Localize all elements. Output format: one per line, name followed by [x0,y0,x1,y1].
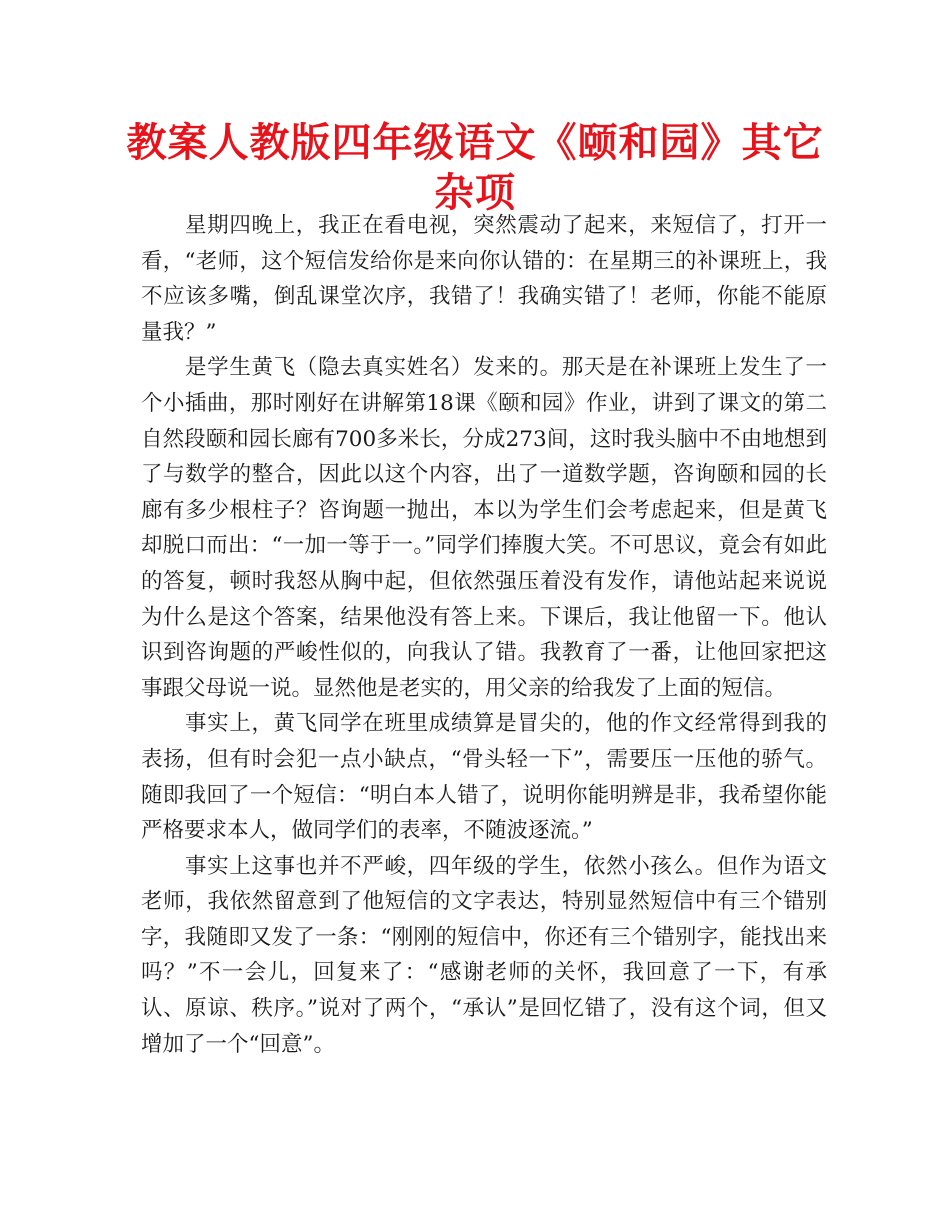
paragraph-1: 星期四晚上，我正在看电视，突然震动了起来，来短信了，打开一看，“老师，这个短信发给你是来向你认错的：在星期三的补课班上，我不应该多嘴，倒乱课堂次序，我错了！我确实错了！老师，你能不能原量我？” [141,213,827,345]
paragraph-2: 是学生黄飞（隐去真实姓名）发来的。那天是在补课班上发生了一个小插曲，那时刚好在讲解第18课《颐和园》作业，讲到了课文的第二自然段颐和园长廊有700多米长，分成273间，这时我头脑中不由地想到了与数学的整合，因此以这个内容，出了一道数学题，咨询颐和园的长廊有多少根柱子？咨询题一抛出，本以为学生们会考虑起来，但是黄飞却脱口而出：“一加一等于一。”同学们捧腹大笑。不可思议，竟会有如此的答复，顿时我怒从胸中起，但依然强压着没有发作，请他站起来说说为什么是这个答案，结果他没有答上来。下课后，我让他留一下。他认识到咨询题的严峻性似的，向我认了错。我教育了一番，让他回家把这事跟父母说一说。显然他是老实的，用父亲的给我发了上面的短信。 [141,355,827,701]
paragraph-4: 事实上这事也并不严峻，四年级的学生，依然小孩么。但作为语文老师，我依然留意到了他短信的文字表达，特别显然短信中有三个错别字，我随即又发了一条：“刚刚的短信中，你还有三个错别字，能找出来吗？”不一会儿，回复来了：“感谢老师的关怀，我回意了一下，有承认、原谅、秩序。”说对了两个，“承认”是回忆错了，没有这个词，但又增加了一个“回意”。 [141,853,827,1057]
paragraph-3: 事实上，黄飞同学在班里成绩算是冒尖的，他的作文经常得到我的表扬，但有时会犯一点小缺点，“骨头轻一下”，需要压一压他的骄气。随即我回了一个短信：“明白本人错了，说明你能明辨是非，我希望你能严格要求本人，做同学们的表率，不随波逐流。” [141,711,827,844]
document-title: 教案人教版四年级语文《颐和园》其它杂项 [126,120,824,216]
document-body [141,208,827,1062]
